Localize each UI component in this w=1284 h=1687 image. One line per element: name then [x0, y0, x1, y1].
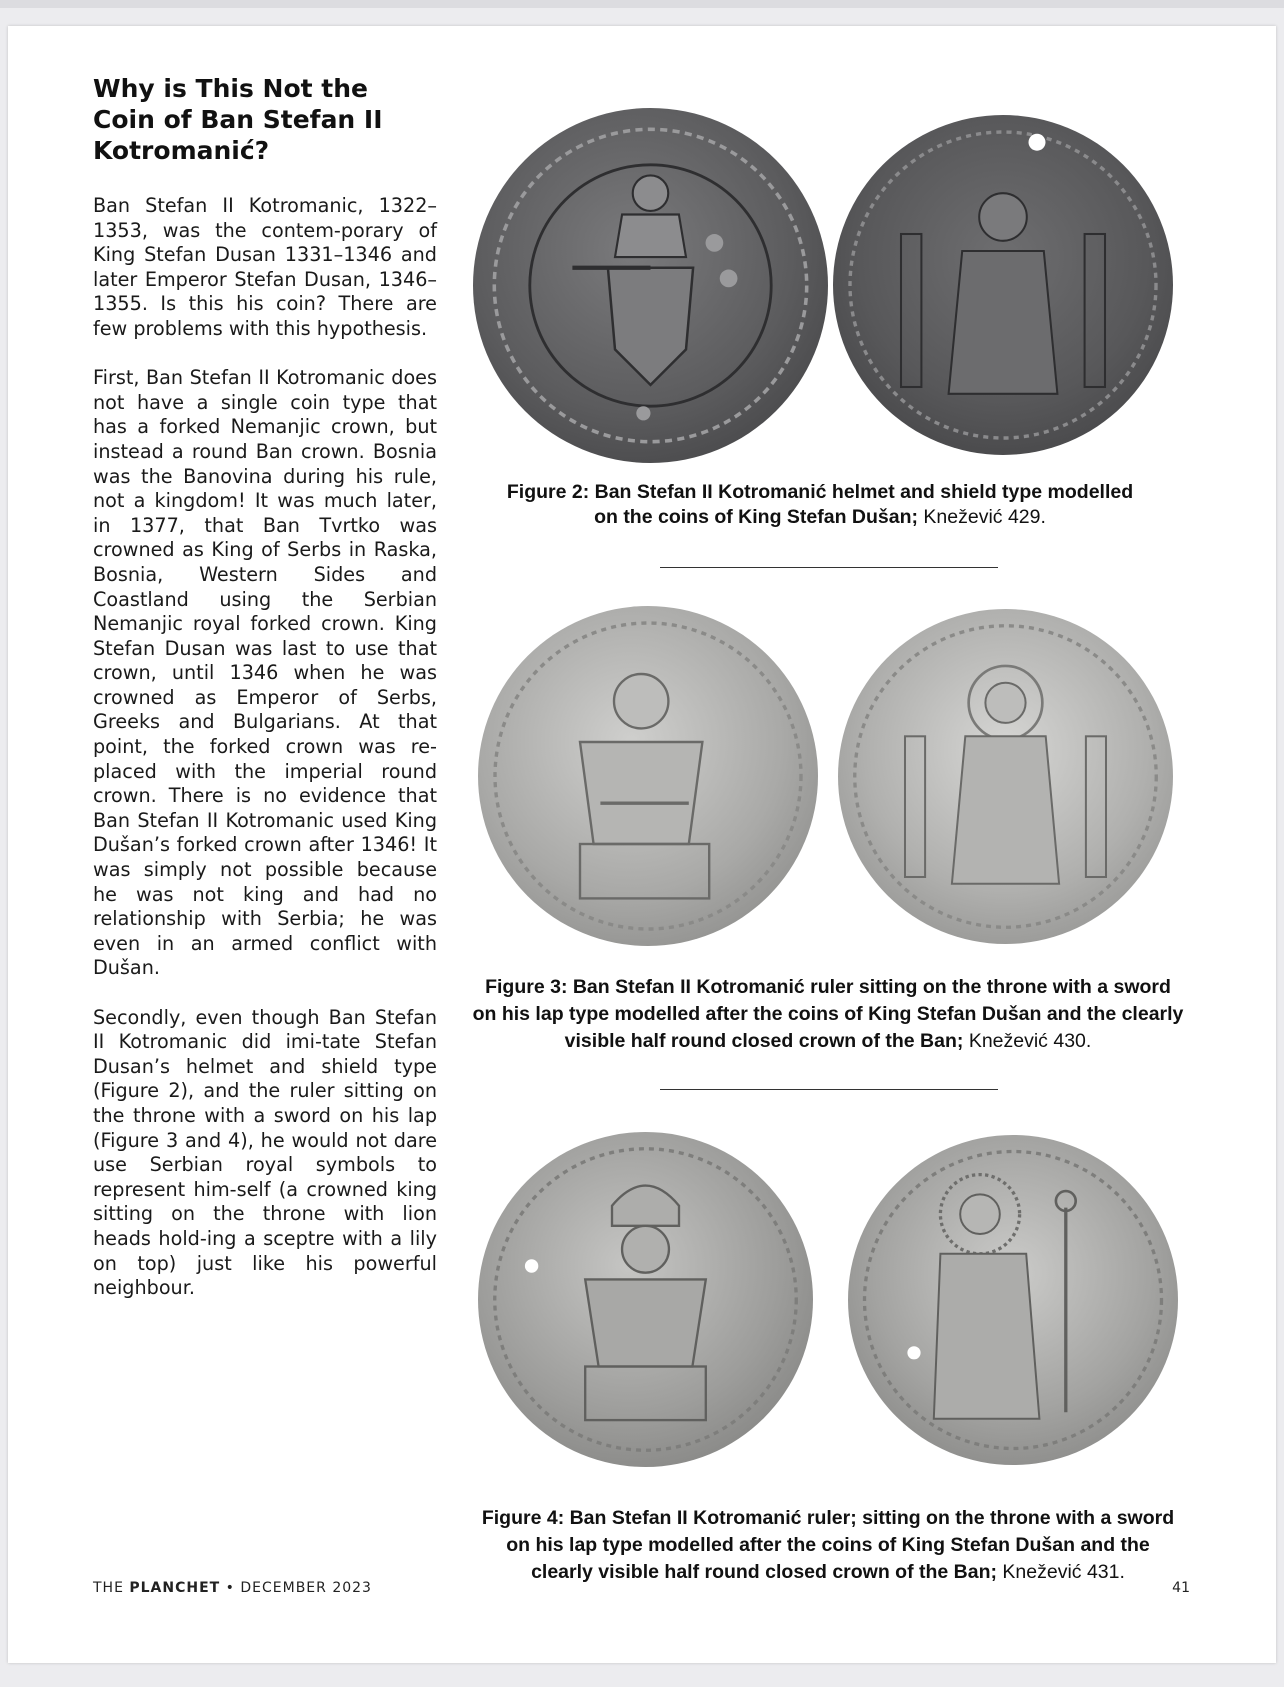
- figure-2-reference: Knežević 429.: [923, 506, 1046, 528]
- viewer-top-bar: [0, 0, 1284, 8]
- figure-3-caption-text: Figure 3: Ban Stefan II Kotromanić ruler sitting on the throne with a sword on his lap type modelled after the coins of King Stefan Dušan and the clearly visible half round closed crown of the Ban;: [472, 976, 1184, 1052]
- figure-3-coins: [478, 606, 1173, 946]
- figure-3-reference: Knežević 430.: [968, 1030, 1092, 1052]
- figure-4-coins: [478, 1127, 1178, 1472]
- ruler-on-throne-design: [478, 606, 818, 946]
- paragraph-3: Secondly, even though Ban Stefan II Kotromanic did imi-tate Stefan Dusan’s helmet and shield type (Figure 2), and the ruler sitting on the throne with a sword on his lap (Figure 3 and 4), he would not dare use Serbian royal symbols to represent him-self (a crowned king sitting on the throne with lion heads hold-ing a sceptre with a lily on top) just like his powerful neighbour.: [93, 1005, 437, 1300]
- enthroned-figure-design: [833, 115, 1173, 455]
- paragraph-2: First, Ban Stefan II Kotromanic does not have a single coin type that has a forked Nemanjic crown, but instead a round Ban crown. Bosnia was the Banovina during his rule, not a kingdom! It was much later, in 1377, that Ban Tvrtko was crowned as King of Serbs in Raska, Bosnia, Western Sides and Coastland using the Serbian Nemanjic royal forked crown. King Stefan Dusan was last to use that crown, until 1346 when he was crowned as Emperor of Serbs, Greeks and Bulgarians. At that point, the forked crown was re-placed with the imperial round crown. There is no evidence that Ban Stefan II Kotromanic used King Dušan’s forked crown after 1346! It was simply not possible because he was not king and had no relationship with Serbia; he was even in an armed conflict with Dušan.: [93, 366, 437, 980]
- publication-prefix: THE: [93, 1580, 130, 1596]
- figure-4-reverse-coin: [848, 1135, 1178, 1465]
- figure-4-caption-text: Figure 4: Ban Stefan II Kotromanić ruler; sitting on the throne with a sword on his lap type modelled after the coins of King Stefan Dušan and the clearly visible half round closed crown of the Ban;: [481, 1507, 1175, 1583]
- figure-3-obverse-coin: [478, 606, 818, 946]
- figure-2-caption-text: Figure 2: Ban Stefan II Kotromanić helmet and shield type modelled on the coins of King Stefan Dušan;: [506, 481, 1134, 528]
- figure-2-caption: [500, 480, 1140, 530]
- publication-issue: • DECEMBER 2023: [220, 1580, 372, 1596]
- figure-2-coins: [473, 100, 1173, 470]
- figure-3-reverse-coin: [838, 609, 1173, 944]
- publication-footer: [93, 1580, 372, 1596]
- figure-2-divider: [660, 567, 998, 568]
- figure-3-caption: [472, 974, 1184, 1055]
- christ-enthroned-design: [838, 609, 1173, 944]
- figure-4-reference: Knežević 431.: [1002, 1561, 1125, 1583]
- saint-bishop-design: [848, 1135, 1178, 1465]
- figure-3-divider: [660, 1089, 998, 1090]
- helmet-shield-design: [473, 108, 828, 463]
- publication-name: PLANCHET: [129, 1580, 221, 1596]
- figure-2-reverse-coin: [833, 115, 1173, 455]
- paragraph-1: Ban Stefan II Kotromanic, 1322–1353, was the contem-porary of King Stefan Dusan 1331–1346 and later Emperor Stefan Dusan, 1346–1355. Is this his coin? There are few problems with this hypothesis.: [93, 194, 437, 340]
- page-number: 41: [1172, 1580, 1190, 1596]
- figure-4-obverse-coin: [478, 1132, 813, 1467]
- article-body: [93, 194, 437, 1325]
- figure-2-obverse-coin: [473, 108, 828, 463]
- article-heading: Why is This Not the Coin of Ban Stefan II Kotromanić?: [93, 74, 383, 165]
- figure-4-caption: [478, 1505, 1178, 1586]
- ruler-with-crown-design: [478, 1132, 813, 1467]
